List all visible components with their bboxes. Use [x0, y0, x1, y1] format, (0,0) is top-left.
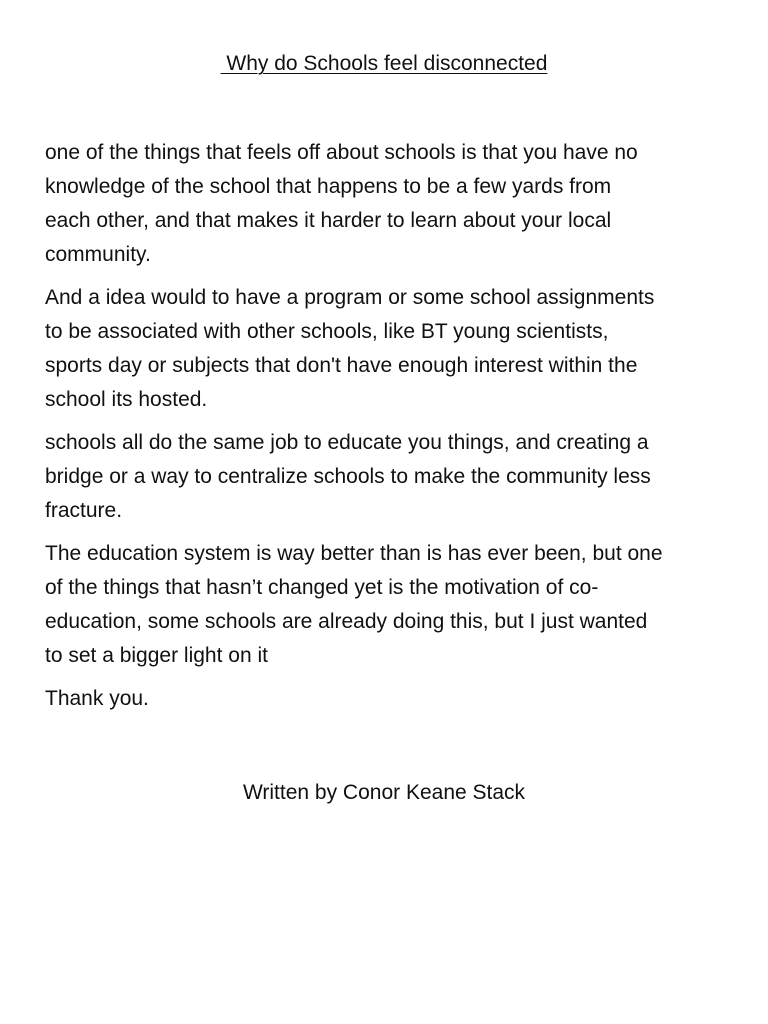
- paragraph-2: And a idea would to have a program or some school assignments to be associated with other schools, like BT young scientists, sports day or subjects that don't have enough interest within the school its hosted.: [45, 286, 655, 411]
- document-body: [45, 136, 735, 725]
- document-title-text: Why do Schools feel disconnected: [220, 52, 548, 75]
- paragraph-3: schools all do the same job to educate you things, and creating a bridge or a way to centralize schools to make the community less fracture.: [45, 431, 651, 522]
- paragraph-4: The education system is way better than is has ever been, but one of the things that hasn’t changed yet is the motivation of co- education, some schools are already doing this, but I just wanted to set a bigger light on it: [45, 542, 663, 667]
- paragraph-1: one of the things that feels off about schools is that you have no knowledge of the school that happens to be a few yards from each other, and that makes it harder to learn about your local community.: [45, 141, 638, 266]
- document-title: [0, 49, 768, 79]
- author-signature-line: Written by Conor Keane Stack: [242, 781, 526, 804]
- closing-line: Thank you.: [45, 687, 149, 710]
